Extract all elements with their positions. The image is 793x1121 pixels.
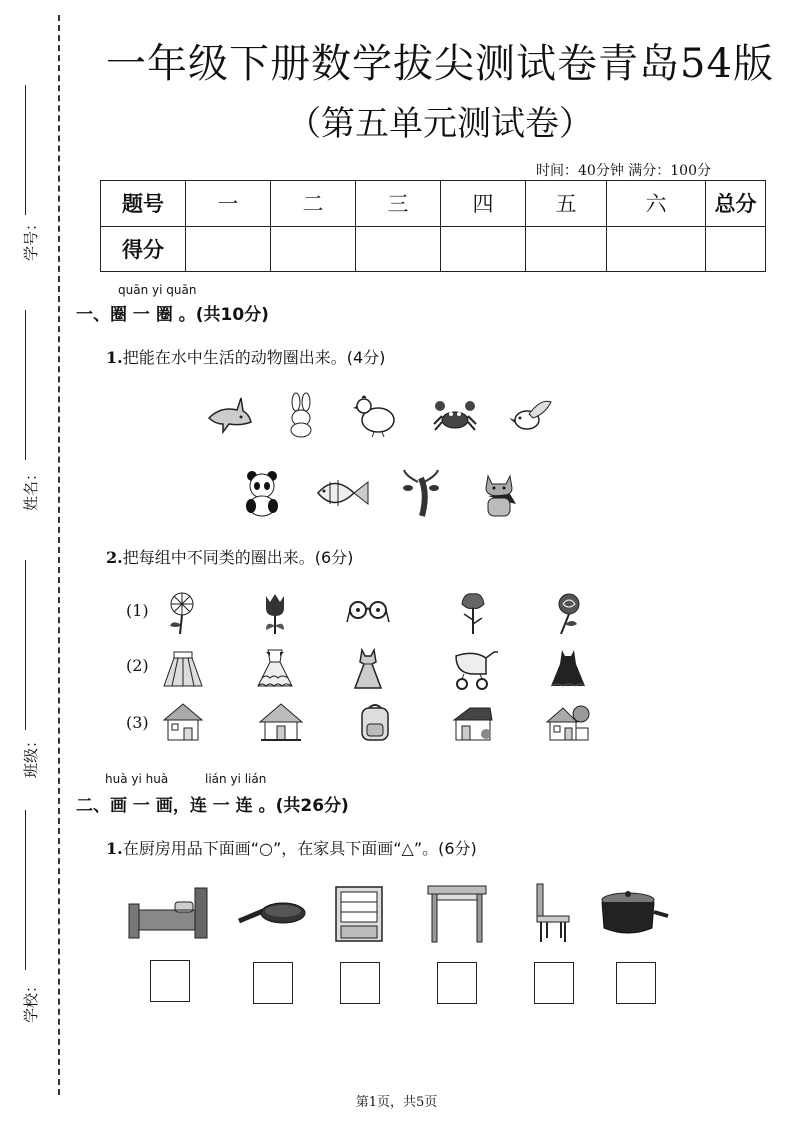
- frying-pan-icon[interactable]: [237, 895, 307, 931]
- score-cell[interactable]: [526, 226, 607, 272]
- name-label: 姓名：: [22, 465, 41, 512]
- section1-pinyin: quān yi quān: [118, 283, 197, 297]
- group-label: (2): [126, 656, 149, 675]
- score-cell[interactable]: [607, 226, 706, 272]
- table-cell: 总分: [706, 181, 766, 227]
- lobster-icon[interactable]: [400, 468, 442, 520]
- answer-box-frying-pan[interactable]: [253, 962, 293, 1004]
- skirt-icon[interactable]: [160, 646, 206, 692]
- chair-icon[interactable]: [533, 882, 573, 944]
- score-cell[interactable]: [271, 226, 356, 272]
- student-number-line: [25, 85, 26, 215]
- crab-icon[interactable]: [432, 392, 478, 438]
- rose-icon[interactable]: [545, 590, 591, 636]
- glasses-icon[interactable]: [345, 590, 391, 636]
- table-icon[interactable]: [426, 884, 488, 944]
- section2-pinyin-2: lián yi lián: [205, 772, 267, 786]
- dress-icon[interactable]: [345, 646, 391, 692]
- panda-icon[interactable]: [238, 468, 288, 518]
- answer-box-table[interactable]: [437, 962, 477, 1004]
- rabbit-icon[interactable]: [278, 392, 324, 438]
- score-cell[interactable]: [356, 226, 441, 272]
- question-text: 在厨房用品下面画“○”，在家具下面画“△”。(6分): [122, 839, 477, 858]
- table-cell: 六: [607, 181, 706, 227]
- answer-box-pot[interactable]: [616, 962, 656, 1004]
- score-table: [100, 180, 766, 272]
- dog-icon[interactable]: [478, 470, 520, 518]
- tropical-fish-icon[interactable]: [314, 470, 370, 516]
- house-icon[interactable]: [160, 700, 206, 746]
- group-label: (1): [126, 601, 149, 620]
- table-cell: 五: [526, 181, 607, 227]
- question-2-1: [106, 836, 477, 859]
- cottage-icon[interactable]: [258, 700, 304, 746]
- tulip-icon[interactable]: [252, 590, 298, 636]
- score-cell[interactable]: [441, 226, 526, 272]
- question-number: 2.: [106, 548, 123, 567]
- table-cell: 一: [186, 181, 271, 227]
- binding-dashed-line: [58, 15, 60, 1095]
- hen-icon[interactable]: [352, 392, 398, 438]
- name-line: [25, 310, 26, 460]
- baby-stroller-icon[interactable]: [450, 646, 502, 692]
- table-cell: 三: [356, 181, 441, 227]
- class-label: 班级：: [22, 732, 41, 779]
- page-subtitle: （第五单元测试卷）: [287, 104, 593, 144]
- page-footer: 第1页，共5页: [355, 1095, 438, 1110]
- class-line: [25, 560, 26, 730]
- score-table-score-row: [101, 226, 766, 272]
- school-line: [25, 810, 26, 970]
- question-number: 1.: [106, 839, 123, 858]
- answer-box-cabinet[interactable]: [340, 962, 380, 1004]
- chrysanthemum-icon[interactable]: [160, 590, 206, 636]
- bed-icon[interactable]: [127, 884, 211, 942]
- answer-box-bed[interactable]: [150, 960, 190, 1002]
- bird-icon[interactable]: [507, 392, 553, 438]
- score-cell[interactable]: [706, 226, 766, 272]
- frilly-dress-icon[interactable]: [252, 646, 298, 692]
- question-number: 1.: [106, 348, 123, 367]
- score-cell[interactable]: [186, 226, 271, 272]
- group-label: (3): [126, 713, 149, 732]
- school-label: 学校：: [22, 977, 41, 1024]
- answer-box-chair[interactable]: [534, 962, 574, 1004]
- backpack-icon[interactable]: [352, 700, 398, 746]
- question-1-1: [106, 345, 385, 368]
- question-1-2: [106, 545, 353, 568]
- section2-pinyin-1: huà yi huà: [105, 772, 169, 786]
- section2-title: 二、画 一 画，连 一 连 。(共26分): [76, 796, 349, 816]
- table-cell: 四: [441, 181, 526, 227]
- score-table-header-row: [101, 181, 766, 227]
- small-house-icon[interactable]: [450, 700, 496, 746]
- pot-icon[interactable]: [598, 890, 670, 938]
- section1-title: 一、圈 一 圈 。(共10分): [76, 305, 269, 325]
- student-number-label: 学号：: [22, 215, 41, 262]
- black-dress-icon[interactable]: [545, 646, 591, 692]
- table-cell: 题号: [101, 181, 186, 227]
- page-title: 一年级下册数学拔尖测试卷青岛54版: [106, 41, 774, 87]
- question-text: 把能在水中生活的动物圈出来。(4分): [122, 348, 386, 367]
- shark-icon[interactable]: [207, 392, 253, 438]
- question-text: 把每组中不同类的圈出来。(6分): [122, 548, 354, 567]
- time-info: 时间：40分钟 满分：100分: [536, 163, 711, 179]
- table-cell: 二: [271, 181, 356, 227]
- carnation-icon[interactable]: [450, 590, 496, 636]
- table-cell: 得分: [101, 226, 186, 272]
- cabinet-icon[interactable]: [333, 884, 385, 944]
- house-with-tree-icon[interactable]: [545, 700, 591, 746]
